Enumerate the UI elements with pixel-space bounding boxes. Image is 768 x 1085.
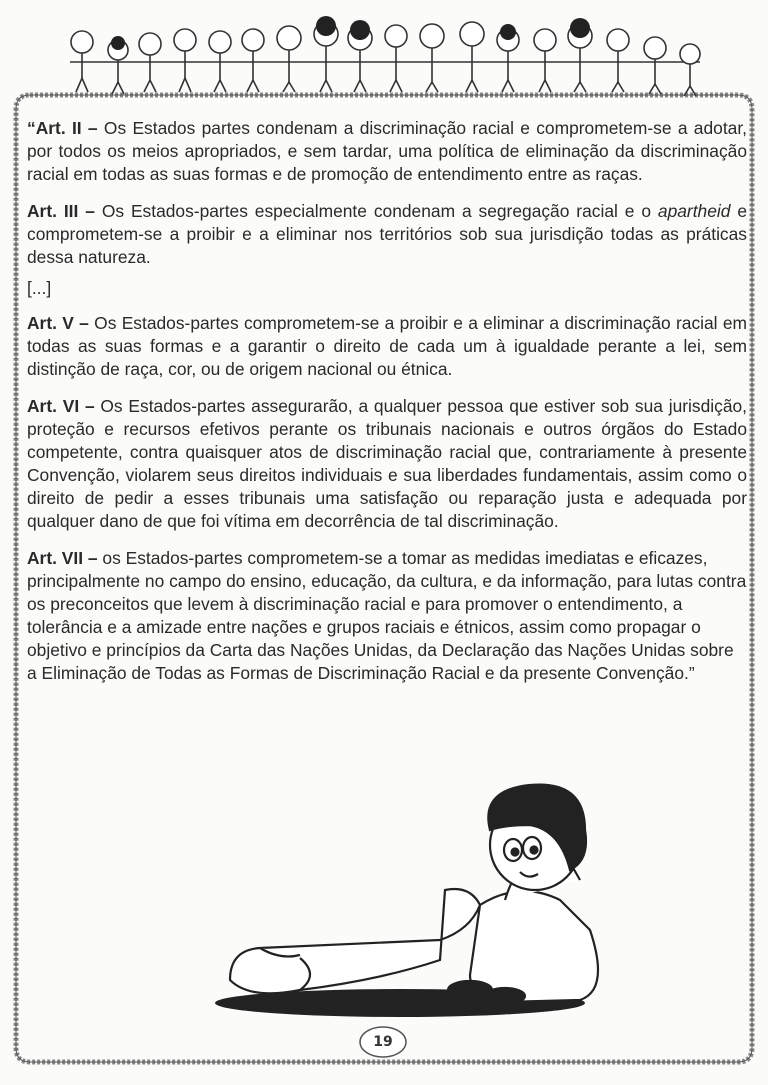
article-label: “Art. II – xyxy=(27,118,98,138)
article-body: e comprometem-se a proibir e a eliminar nos territórios sob sua jurisdição todas as práticas dessa natureza. xyxy=(27,201,748,267)
page-number: 19 xyxy=(373,1034,393,1050)
article-body: Os Estados partes condenam a discriminação racial e comprometem-se a adotar, por todos os meios apropriados, e sem tardar, uma política de eliminação da discriminação racial em todas as suas formas e de promoção de entendimento entre as raças. xyxy=(27,118,747,184)
article-2 xyxy=(27,117,747,186)
article-7 xyxy=(27,547,747,685)
omission-ellipsis: [...] xyxy=(27,278,52,298)
article-label: Art. VI – xyxy=(27,396,95,416)
article-label: Art. III – xyxy=(27,201,95,221)
article-body: os Estados-partes comprometem-se a tomar as medidas imediatas e eficazes, principalmente no campo do ensino, educação, da cultura, e da informação, para lutas contra os preconceitos que levem à discriminação racial e para promover o entendimento, a tolerância e a amizade entre nações e grupos raciais e étnicos, assim como propagar o objetivo e princípios da Carta das Nações Unidas, da Declaração das Nações Unidas sobre a Eliminação de Todas as Formas de Discriminação Racial e da presente Convenção.” xyxy=(27,548,747,683)
article-5 xyxy=(27,312,747,381)
article-body: Os Estados-partes comprometem-se a proibir e a eliminar a discriminação racial em todas as suas formas e a garantir o direito de cada um à igualdade perante a lei, sem distinção de raça, cor, ou de origem nacional ou étnica. xyxy=(27,313,748,379)
convention-text xyxy=(27,117,747,699)
article-label: Art. V – xyxy=(27,313,89,333)
boy-illustration xyxy=(215,785,598,1017)
article-body: Os Estados-partes especialmente condenam a segregação racial e o xyxy=(94,201,658,221)
article-body: Os Estados-partes assegurarão, a qualquer pessoa que estiver sob sua jurisdição, proteção e recursos efetivos perante os tribunais nacionais e outros órgãos do Estado competente, contra quaisquer atos de discriminação racial que, contrariamente à presente Convenção, violarem seus direitos individuais e sua liberdades fundamentais, assim como o direito de pedir a esses tribunais uma satisfação ou reparação justa e adequada por qualquer dano de que foi vítima em decorrência de tal discriminação. xyxy=(27,396,747,531)
children-chain xyxy=(70,16,700,96)
article-3 xyxy=(27,200,747,269)
article-label: Art. VII – xyxy=(27,548,98,568)
article-6 xyxy=(27,395,747,533)
article-italic-term: apartheid xyxy=(657,201,731,221)
